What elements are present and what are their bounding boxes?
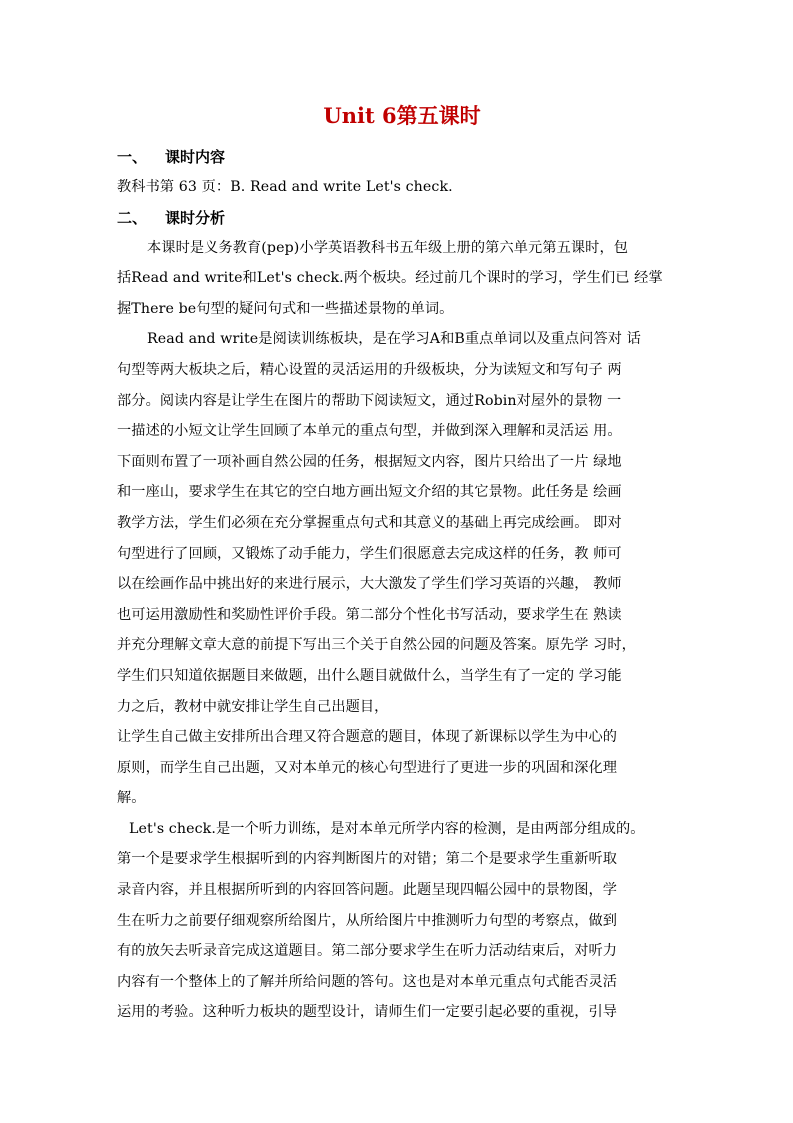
- paragraph-line: 句型进行了回顾，又锻炼了动手能力，学生们很愿意去完成这样的任务，教 师可: [117, 545, 622, 562]
- document-title: Unit 6第五课时: [323, 103, 481, 128]
- paragraph-line: 握There be句型的疑问句式和一些描述景物的单词。: [117, 300, 454, 317]
- paragraph-line: 教科书第 63 页：B. Read and write Let's check.: [117, 179, 453, 195]
- paragraph-line: 录音内容，并且根据所听到的内容回答问题。此题呈现四幅公园中的景物图，学: [117, 882, 618, 899]
- paragraph-line: Let's check.是一个听力训练，是对本单元所学内容的检测，是由两部分组成的。: [129, 820, 645, 837]
- paragraph-line: 句型等两大板块之后，精心设置的灵活运用的升级板块，分为读短文和写句子 两: [117, 361, 622, 378]
- paragraph-line: 和一座山，要求学生在其它的空白地方画出短文介绍的其它景物。此任务是 绘画: [117, 484, 622, 501]
- section-heading-analysis: [117, 203, 687, 233]
- paragraph-line: 有的放矢去听录音完成这道题目。第二部分要求学生在听力活动结束后，对听力: [117, 943, 618, 960]
- paragraph-line: 以在绘画作品中挑出好的来进行展示，大大激发了学生们学习英语的兴趣， 教师: [117, 576, 622, 593]
- paragraph-line: 部分。阅读内容是让学生在图片的帮助下阅读短文，通过Robin对屋外的景物 一: [117, 392, 622, 409]
- paragraph-line: 内容有一个整体上的了解并所给问题的答句。这也是对本单元重点句式能否灵活: [117, 973, 618, 990]
- paragraph-line: 本课时是义务教育(pep)小学英语教科书五年级上册的第六单元第五课时，包: [147, 239, 629, 256]
- paragraph-line: 生在听力之前要仔细观察所给图片，从所给图片中推测听力句型的考察点，做到: [117, 912, 618, 929]
- paragraph-line: 并充分理解文章大意的前提下写出三个关于自然公园的问题及答案。原先学 习时，: [117, 637, 636, 654]
- section-number: 二、: [117, 208, 148, 227]
- paragraph-line: 下面则布置了一项补画自然公园的任务，根据短文内容，图片只给出了一片 绿地: [117, 453, 622, 470]
- section-heading-content: [117, 142, 687, 172]
- section-title: 课时内容: [165, 148, 226, 166]
- paragraph-line: 运用的考验。这种听力板块的题型设计，请师生们一定要引起必要的重视，引导: [117, 1004, 618, 1021]
- document-page: [117, 100, 687, 1028]
- paragraph-line: 第一个是要求学生根据听到的内容判断图片的对错；第二个是要求学生重新听取: [117, 851, 618, 868]
- paragraph-line: Read and write是阅读训练板块，是在学习A和B重点单词以及重点问答对 话: [147, 331, 641, 348]
- paragraph-line: 力之后，教材中就安排让学生自己出题目，: [117, 698, 389, 715]
- paragraph-line: 一描述的小短文让学生回顾了本单元的重点句型，并做到深入理解和灵活运 用。: [117, 423, 622, 440]
- paragraph-line: 让学生自己做主安排所出合理又符合题意的题目，体现了新课标以学生为中心的: [117, 729, 618, 746]
- paragraph-line: 原则，而学生自己出题，又对本单元的核心句型进行了更进一步的巩固和深化理: [117, 759, 618, 776]
- section-title: 课时分析: [165, 208, 226, 227]
- paragraph-line: 解。: [117, 790, 146, 807]
- paragraph-line: 教学方法，学生们必须在充分掌握重点句式和其意义的基础上再完成绘画。 即对: [117, 514, 622, 531]
- paragraph-line: 括Read and write和Let's check.两个板块。经过前几个课时的学习，学生们已 经掌: [117, 270, 663, 287]
- paragraph-line: 也可运用激励性和奖励性评价手段。第二部分个性化书写活动，要求学生在 熟读: [117, 606, 622, 623]
- paragraph-line: 学生们只知道依据题目来做题，出什么题目就做什么，当学生有了一定的 学习能: [117, 667, 622, 684]
- section-number: 一、: [117, 148, 148, 166]
